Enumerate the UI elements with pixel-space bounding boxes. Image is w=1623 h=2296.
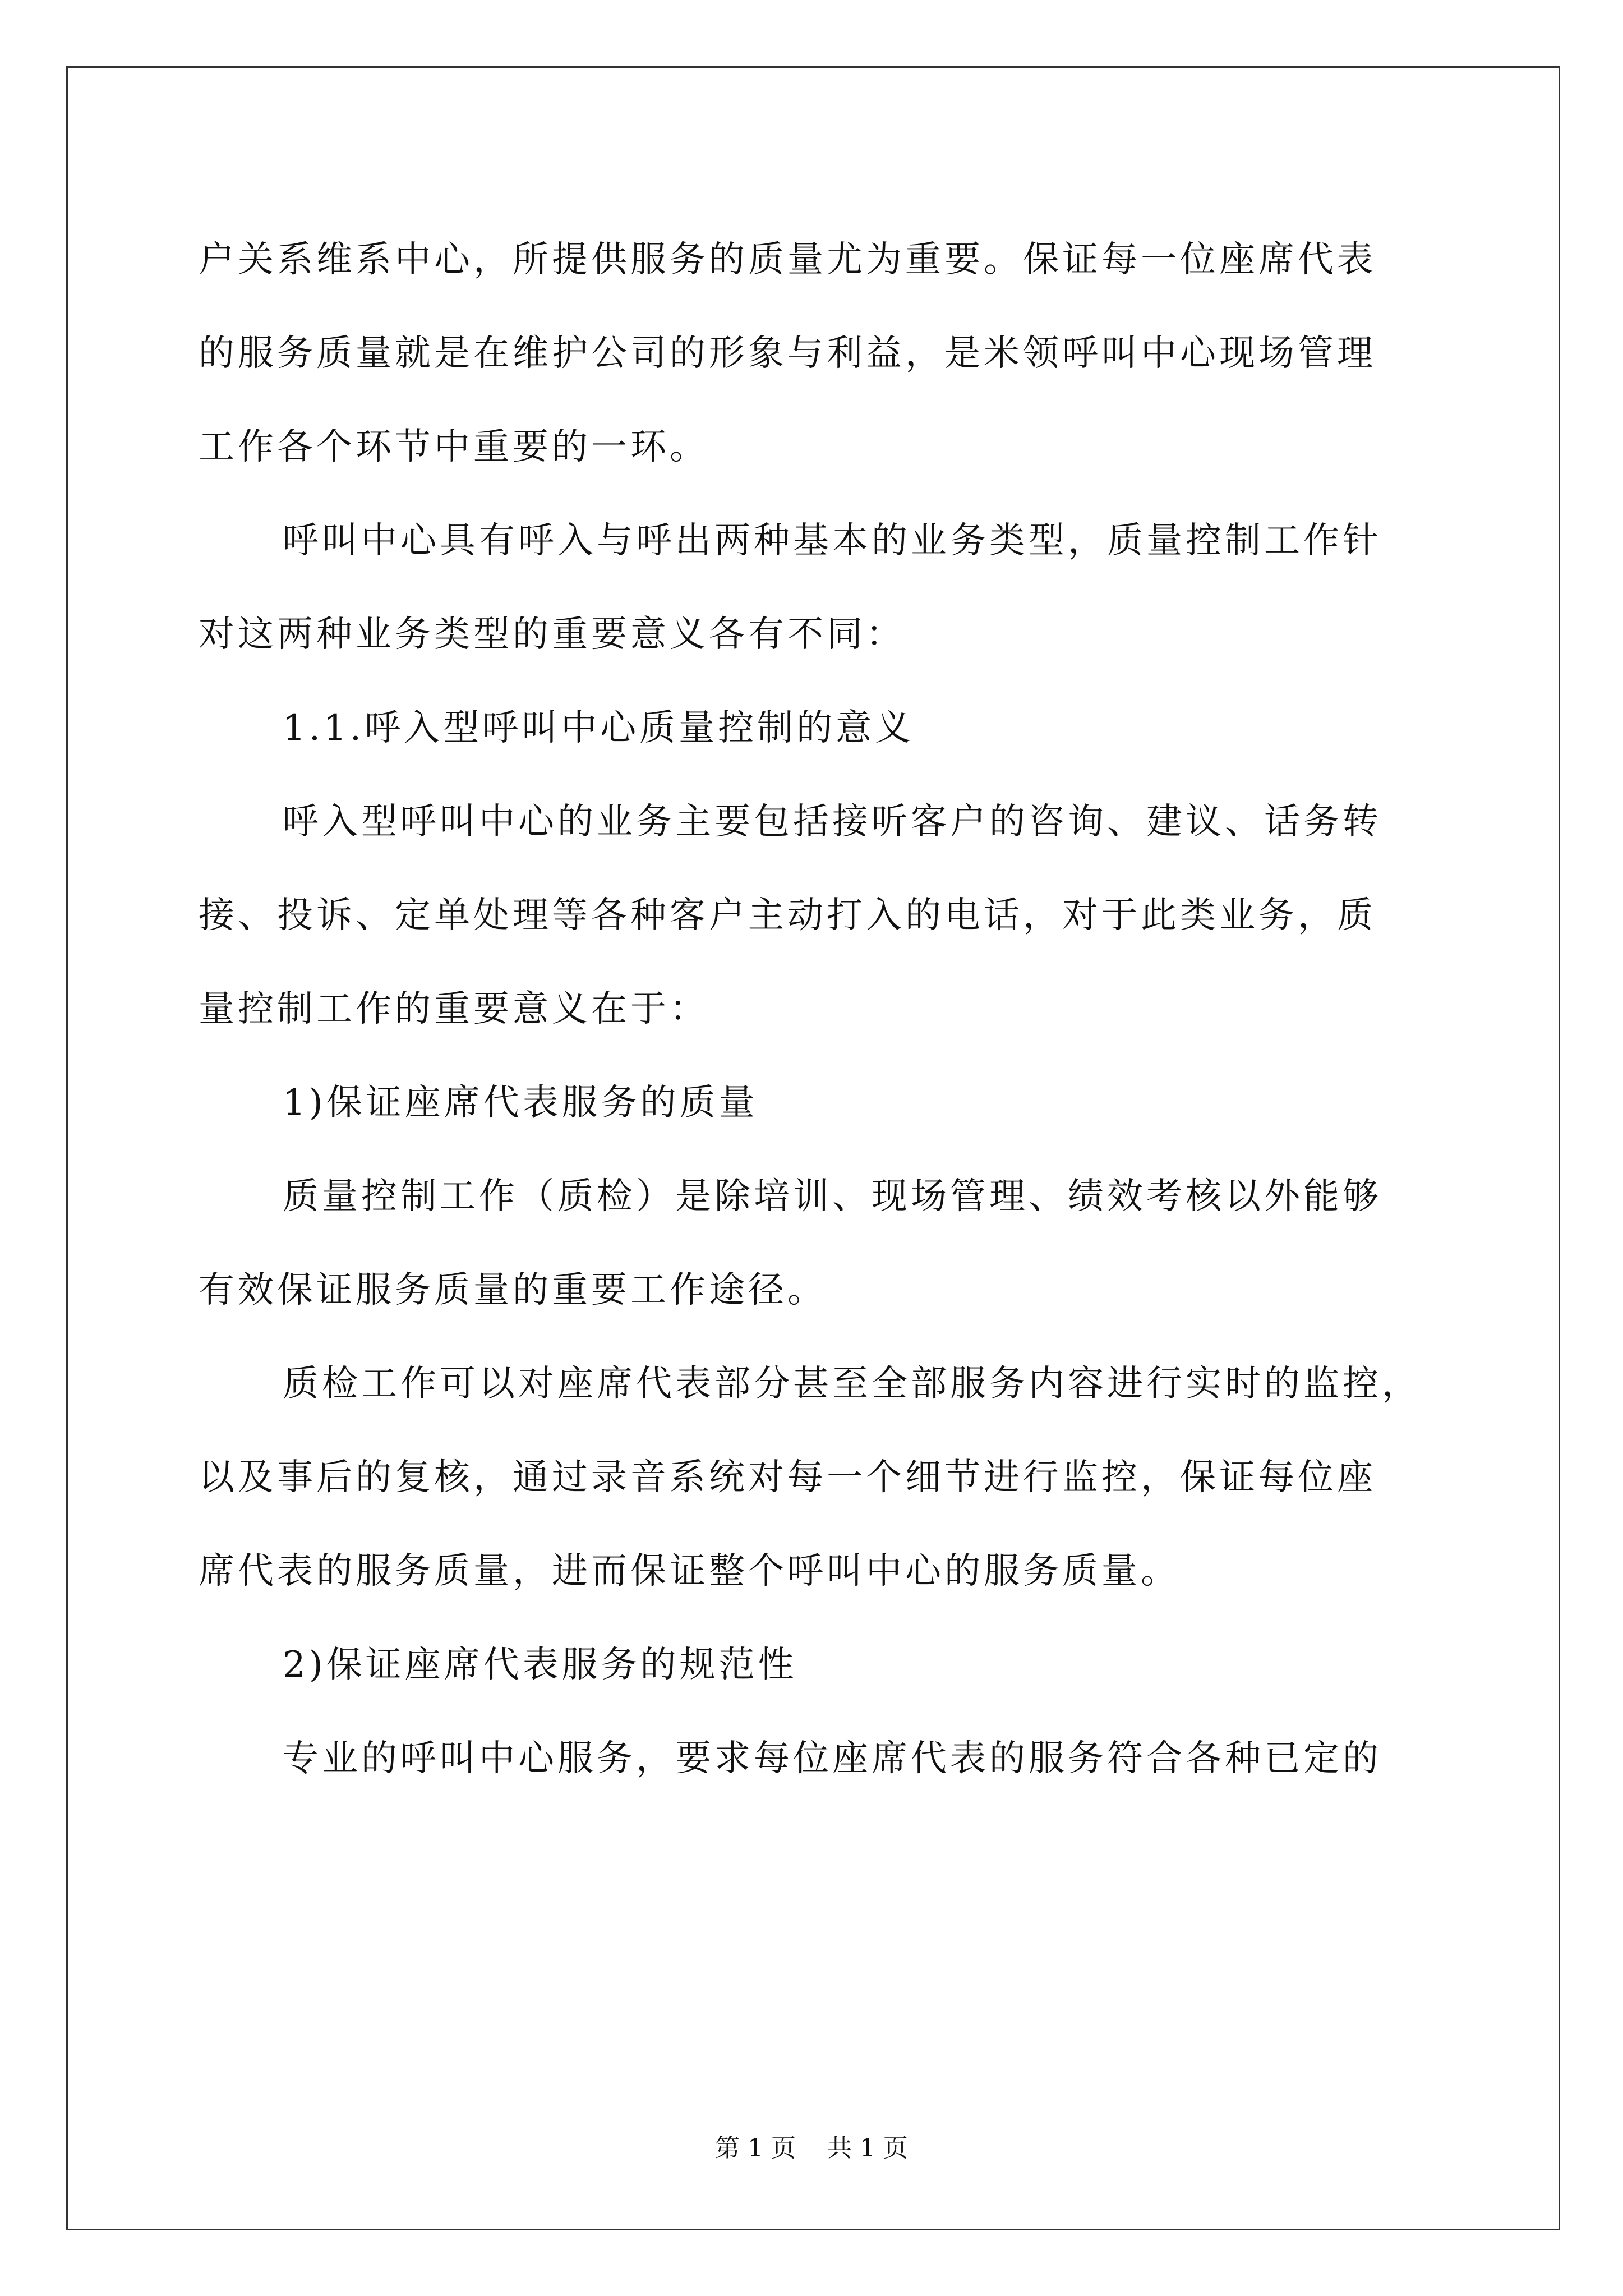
subsection-heading: 2)保证座席代表服务的规范性 [283,1644,797,1686]
paragraph-line: 呼叫中心具有呼入与呼出两种基本的业务类型，质量控制工作针 [283,520,1382,562]
paragraph-line: 呼入型呼叫中心的业务主要包括接听客户的咨询、建议、话务转 [283,801,1382,843]
document-body [199,213,1455,1806]
section-heading: 1.1.呼入型呼叫中心质量控制的意义 [283,707,915,749]
page-number-footer: 第 1 页 共 1 页 [715,2134,908,2162]
subsection-heading: 1)保证座席代表服务的质量 [283,1082,758,1124]
text-line: 以及事后的复核，通过录音系统对每一个细节进行监控，保证每位座 [199,1457,1376,1498]
paragraph-line: 专业的呼叫中心服务，要求每位座席代表的服务符合各种已定的 [283,1738,1382,1779]
text-line: 席代表的服务质量，进而保证整个呼叫中心的服务质量。 [199,1550,1180,1592]
paragraph-line: 质量控制工作（质检）是除培训、现场管理、绩效考核以外能够 [283,1176,1382,1217]
text-line: 工作各个环节中重要的一环。 [199,426,709,468]
text-line: 有效保证服务质量的重要工作途径。 [199,1269,827,1311]
text-line: 接、投诉、定单处理等各种客户主动打入的电话，对于此类业务，质 [199,895,1376,936]
text-line: 户关系维系中心，所提供服务的质量尤为重要。保证每一位座席代表 [199,239,1376,280]
text-line: 的服务质量就是在维护公司的形象与利益，是米领呼叫中心现场管理 [199,333,1376,374]
text-line: 量控制工作的重要意义在于： [199,988,709,1030]
text-line: 对这两种业务类型的重要意义各有不同： [199,614,905,655]
paragraph-line: 质检工作可以对座席代表部分甚至全部服务内容进行实时的监控， [283,1363,1421,1405]
